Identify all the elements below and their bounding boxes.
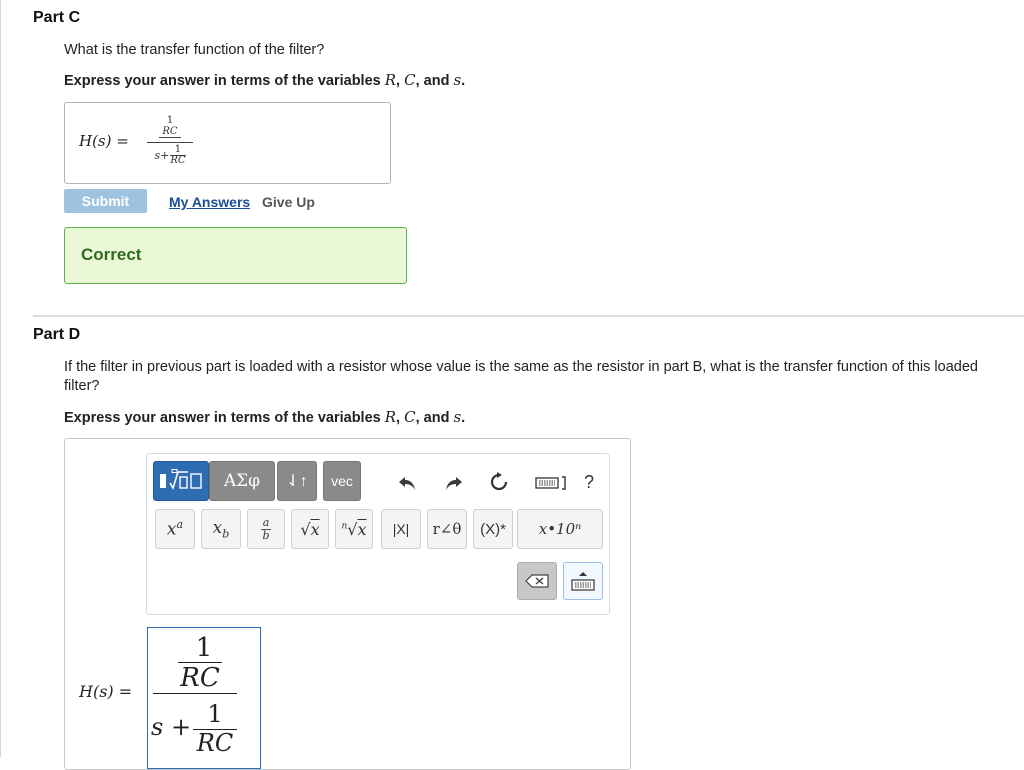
part-c-instruction bbox=[64, 71, 465, 89]
redo-icon[interactable] bbox=[442, 472, 466, 494]
part-d-answer-lhs bbox=[79, 682, 132, 702]
superscript-icon: $x^a$ bbox=[166, 518, 184, 540]
denominator-s: s+ bbox=[154, 148, 170, 162]
answer-lhs bbox=[79, 132, 129, 150]
abs-button[interactable]: |X| bbox=[381, 509, 421, 549]
math-toolbar bbox=[146, 453, 610, 615]
sep: , bbox=[396, 73, 401, 89]
subscript-button[interactable] bbox=[201, 509, 241, 549]
sep: , and bbox=[415, 73, 450, 89]
fraction-numerator-one: 1 bbox=[166, 115, 174, 126]
superscript-button[interactable] bbox=[155, 509, 195, 549]
sub-denominator: RC bbox=[170, 155, 186, 166]
answer-fraction bbox=[147, 115, 193, 166]
scientific-notation-button[interactable]: x•10ⁿ bbox=[517, 509, 603, 549]
var-s: s bbox=[453, 71, 462, 89]
var-c: C bbox=[404, 71, 416, 89]
fraction-numerator-rc: RC bbox=[159, 126, 181, 138]
sep: , bbox=[396, 410, 401, 426]
templates-icon bbox=[158, 469, 204, 493]
nth-root-button[interactable] bbox=[335, 509, 373, 549]
nth-root-icon: $^n$√x bbox=[341, 519, 367, 539]
sqrt-icon: √x bbox=[300, 519, 320, 539]
var-r: R bbox=[384, 408, 397, 426]
keyboard-shortcuts-icon[interactable] bbox=[533, 472, 569, 494]
part-c-question: What is the transfer function of the filter? bbox=[64, 42, 325, 58]
left-border bbox=[0, 0, 1, 757]
entry-main-fraction-bar bbox=[153, 693, 237, 694]
answer-lhs-text: H(s) = bbox=[79, 682, 133, 701]
var-c: C bbox=[404, 408, 416, 426]
instruction-text: Express your answer in terms of the variables bbox=[64, 410, 381, 426]
keyboard-icon bbox=[570, 570, 596, 592]
my-answers-link[interactable]: My Answers bbox=[169, 194, 251, 210]
reset-icon[interactable] bbox=[487, 470, 511, 494]
var-s: s bbox=[453, 408, 462, 426]
backspace-icon bbox=[524, 573, 550, 589]
fraction-button[interactable] bbox=[247, 509, 285, 549]
entry-numerator-one: 1 bbox=[195, 633, 213, 663]
part-d-title: Part D bbox=[33, 326, 81, 343]
greek-button[interactable]: ΑΣφ bbox=[209, 461, 275, 501]
answer-lhs-text: H(s) = bbox=[79, 132, 129, 150]
vec-button[interactable]: vec bbox=[323, 461, 361, 501]
part-d-question: If the filter in previous part is loaded with a resistor whose value is the same as the resistor in part B, what is the transfer function of this loaded filter? bbox=[64, 359, 978, 394]
math-editor bbox=[64, 438, 631, 770]
sub-numerator: 1 bbox=[170, 145, 185, 156]
period: . bbox=[461, 73, 466, 89]
section-divider bbox=[33, 315, 1024, 317]
denominator-subfraction bbox=[170, 145, 185, 166]
period: . bbox=[461, 410, 466, 426]
part-c-title: Part C bbox=[33, 9, 81, 26]
fraction-denominator bbox=[147, 145, 193, 166]
entry-denominator-s: s + bbox=[151, 713, 192, 741]
keyboard-toggle-button[interactable] bbox=[563, 562, 603, 600]
templates-button[interactable] bbox=[153, 461, 209, 501]
var-r: R bbox=[384, 71, 397, 89]
help-icon[interactable]: ? bbox=[583, 471, 594, 492]
sep: , and bbox=[415, 410, 450, 426]
conjugate-button[interactable]: (X)* bbox=[473, 509, 513, 549]
backspace-button[interactable] bbox=[517, 562, 557, 600]
entry-numerator-rc: RC bbox=[178, 662, 222, 693]
undo-icon[interactable] bbox=[395, 472, 419, 494]
polar-button[interactable]: r∠θ bbox=[427, 509, 467, 549]
part-c-answer-box bbox=[64, 102, 391, 184]
fraction-bar bbox=[147, 142, 193, 143]
feedback-correct: Correct bbox=[81, 245, 142, 264]
submit-button[interactable]: Submit bbox=[64, 189, 147, 213]
sqrt-button[interactable] bbox=[291, 509, 329, 549]
feedback-box bbox=[64, 227, 407, 284]
arrows-button[interactable]: ⇃↑ bbox=[277, 461, 317, 501]
instruction-text: Express your answer in terms of the variables bbox=[64, 73, 381, 89]
entry-sub-numerator: 1 bbox=[207, 700, 223, 728]
fraction-icon: a b bbox=[262, 515, 270, 542]
part-d-instruction bbox=[64, 408, 465, 426]
entry-sub-denominator: RC bbox=[193, 729, 237, 756]
subscript-icon: $x_b$ bbox=[212, 517, 230, 541]
give-up-link[interactable]: Give Up bbox=[262, 194, 315, 210]
